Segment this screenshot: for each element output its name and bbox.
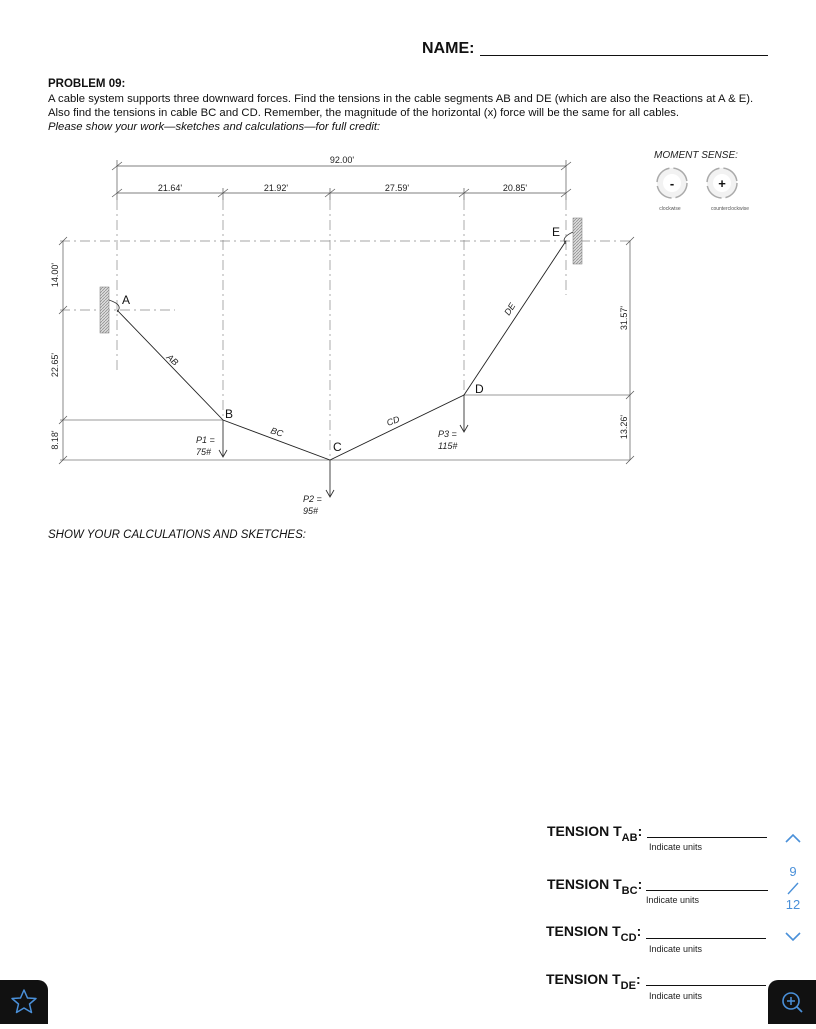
tension-ab-label: TENSION $T_{AB}$: [547, 823, 643, 844]
dim-left-bottom: 8.18' [50, 430, 60, 450]
tension-de-input[interactable] [646, 985, 766, 986]
tension-cd-input[interactable] [646, 938, 766, 939]
load-p3-label: P3 = [438, 429, 457, 439]
load-p2-value: 95# [303, 506, 319, 516]
dim-total-span: 92.00' [329, 155, 355, 165]
tension-cd-units: Indicate units [649, 944, 703, 954]
point-a-label: A [122, 293, 131, 307]
cable [117, 241, 566, 460]
tension-cd-label: TENSION $T_{CD}$: [546, 923, 642, 944]
clockwise-label: clockwise [659, 206, 681, 212]
page-down-icon[interactable] [784, 930, 802, 944]
tension-bc-label: TENSION $T_{BC}$: [547, 876, 643, 897]
left-dimensions [59, 237, 67, 464]
moment-plus: + [718, 176, 726, 191]
dim-left-mid: 22.65' [50, 352, 60, 378]
dim-right-bottom: 13.26' [619, 414, 629, 440]
point-c-label: C [333, 440, 342, 454]
page-up-icon[interactable] [784, 831, 802, 845]
favorite-button[interactable] [0, 980, 48, 1024]
dim-span-ab: 21.64' [157, 183, 183, 193]
page-current: 9 [789, 864, 797, 879]
segment-cd-label: CD [385, 414, 401, 428]
tension-bc-units: Indicate units [646, 895, 700, 905]
guide-lines [60, 200, 630, 460]
load-p1-value: 75# [196, 447, 212, 457]
page-divider-icon [785, 880, 801, 896]
dim-span-de: 20.85' [502, 183, 528, 193]
segment-ab-label: AB [164, 352, 181, 368]
top-dimensions [112, 160, 571, 200]
tension-ab-input[interactable] [647, 837, 767, 838]
support-e-wall [573, 218, 582, 264]
segment-bc-label: BC [269, 425, 285, 439]
moment-sense-title: MOMENT SENSE: [654, 150, 738, 161]
cable-diagram [0, 140, 816, 530]
tension-de-units: Indicate units [649, 991, 703, 1001]
dim-left-top: 14.00' [50, 262, 60, 288]
load-arrows [219, 395, 468, 497]
page-total: 12 [785, 897, 801, 912]
tension-bc-input[interactable] [646, 890, 768, 891]
tension-ab-units: Indicate units [649, 842, 703, 852]
counterclockwise-label: counterclockwise [710, 206, 750, 212]
dim-span-bc: 21.92' [263, 183, 289, 193]
moment-minus: - [669, 176, 675, 191]
segment-de-label: DE [502, 301, 518, 318]
tension-de-label: TENSION $T_{DE}$: [546, 971, 641, 992]
zoom-in-button[interactable] [768, 980, 816, 1024]
zoom-in-icon [768, 980, 816, 1024]
problem-text: A cable system supports three downward forces. Find the tensions in the cable segments AB and DE (which are also the Reactions at A & E). Also find the tensions in cable BC and CD. Remember, the magnitude of the horizontal (x) force will be the same for all cables. [48, 93, 754, 120]
calculations-label: SHOW YOUR CALCULATIONS AND SKETCHES: [48, 529, 306, 541]
point-b-label: B [225, 407, 234, 421]
problem-instruction: Please show your work—sketches and calculations—for full credit: [48, 121, 381, 133]
star-icon [0, 980, 48, 1024]
point-d-label: D [475, 382, 484, 396]
load-p2-label: P2 = [303, 494, 322, 504]
support-a-wall [100, 287, 109, 333]
load-p3-value: 115# [438, 441, 458, 451]
load-p1-label: P1 = [196, 435, 215, 445]
dim-span-cd: 27.59' [384, 183, 410, 193]
name-line [480, 55, 768, 56]
problem-title: PROBLEM 09: [48, 78, 126, 90]
dim-right-top: 31.57' [619, 305, 629, 331]
name-label: NAME: [422, 40, 475, 57]
point-e-label: E [552, 225, 561, 239]
